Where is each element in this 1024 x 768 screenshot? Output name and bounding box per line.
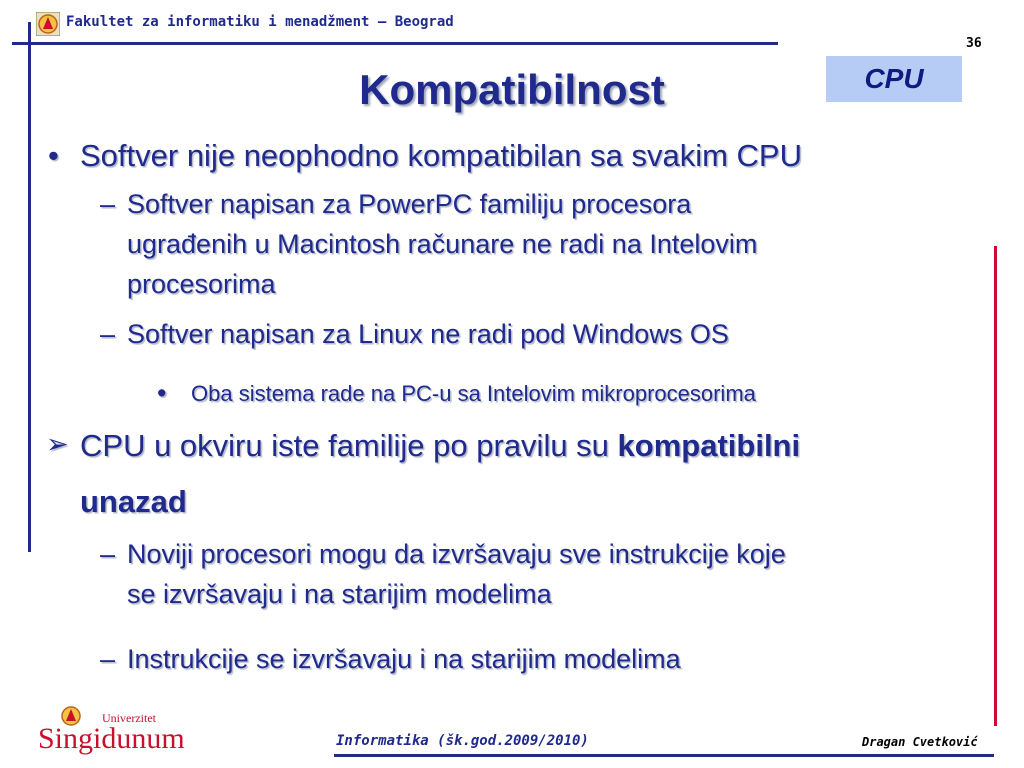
sub-2-1-line-2: se izvršavaju i na starijim modelima [127,579,552,609]
slide-title: Kompatibilnost [359,66,665,113]
sub-2-1-line-1: Noviji procesori mogu da izvršavaju sve instrukcije koje [127,539,786,569]
sub-1-1-line-2: ugrađenih u Macintosh računare ne radi na Intelovim [127,229,758,259]
sub-2-2-text: Instrukcije se izvršavaju i na starijim modelima [127,644,681,674]
bullet-2-prefix: CPU u okviru iste familije po pravilu su [80,428,618,463]
header-divider [12,42,778,45]
bullet-1-text: Softver nije neophodno kompatibilan sa svakim CPU [80,138,802,173]
sub-1-1-line-1: Softver napisan za PowerPC familiju procesora [127,189,692,219]
footer-divider [334,754,994,757]
page-number: 36 [966,36,982,51]
sub-1-2-text: Softver napisan za Linux ne radi pod Windows OS [127,319,729,349]
topic-badge-label: CPU [864,63,924,94]
dash-2-2: – [100,644,116,674]
faculty-logo-icon [36,12,60,36]
dash-1-2: – [100,319,116,349]
sub-1-1-line-3: procesorima [127,269,276,299]
bullet-2-bold-1: kompatibilni [617,428,801,463]
bullet-dot-1: • [48,138,59,173]
university-name: Singidunum [38,722,185,755]
author-name: Dragan Cvetković [862,735,978,749]
bullet-2-bold-2: unazad [80,484,187,519]
bullet-2-line-1 [80,428,800,464]
dash-2-1: – [100,539,116,569]
institution-name: Fakultet za informatiku i menadžment – Beograd [66,14,454,30]
university-label: Univerzitet [102,711,156,725]
sub-1-2-1-text: Oba sistema rade na PC-u sa Intelovim mikroprocesorima [191,381,756,406]
bullet-dot-1-2-1: • [157,378,167,408]
course-name: Informatika (šk.god.2009/2010) [336,733,589,749]
dash-1-1: – [100,189,116,219]
right-border-line [994,246,997,726]
arrow-bullet-2: ➢ [46,429,69,460]
